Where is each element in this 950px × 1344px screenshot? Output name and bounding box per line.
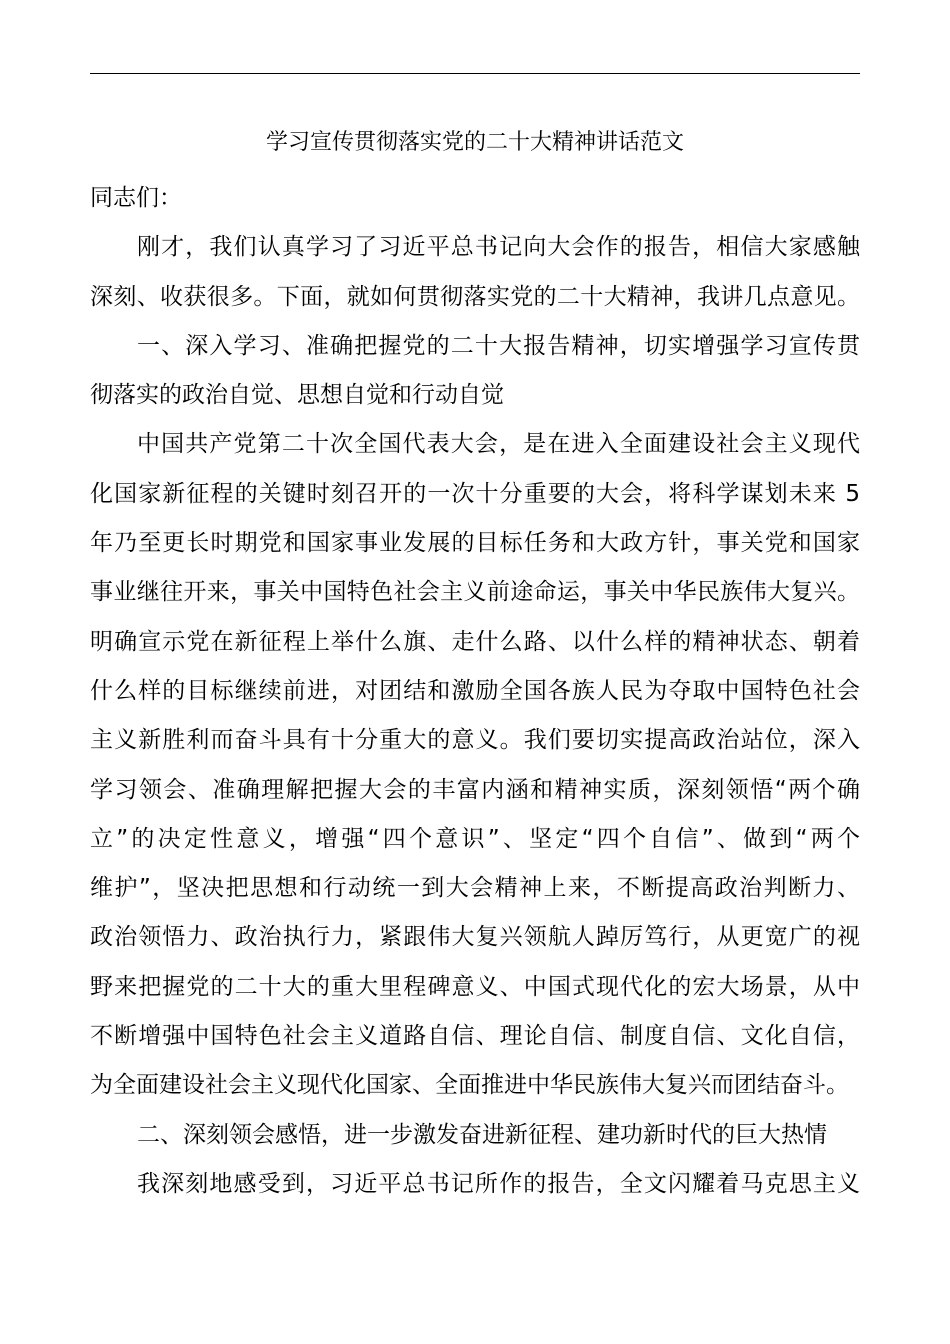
paragraph-line: 事业继往开来，事关中国特色社会主义前途命运，事关中华民族伟大复兴。 — [90, 579, 860, 606]
paragraph-line: 学习领会、准确理解把握大会的丰富内涵和精神实质，深刻领悟“两个确 — [90, 776, 860, 803]
paragraph-line: 我深刻地感受到，习近平总书记所作的报告，全文闪耀着马克思主义 — [137, 1170, 860, 1197]
section-heading-line: 彻落实的政治自觉、思想自觉和行动自觉 — [90, 382, 504, 409]
paragraph-line: 不断增强中国特色社会主义道路自信、理论自信、制度自信、文化自信， — [90, 1023, 860, 1050]
header-rule — [90, 73, 860, 74]
paragraph-line: 主义新胜利而奋斗具有十分重大的意义。我们要切实提高政治站位，深入 — [90, 727, 860, 754]
paragraph-line: 政治领悟力、政治执行力，紧跟伟大复兴领航人踔厉笃行，从更宽广的视 — [90, 924, 860, 951]
section-heading-line: 一、深入学习、准确把握党的二十大报告精神，切实增强学习宣传贯 — [137, 332, 860, 359]
paragraph-line: 深刻、收获很多。下面，就如何贯彻落实党的二十大精神，我讲几点意见。 — [90, 283, 860, 310]
paragraph-line: 维护”，坚决把思想和行动统一到大会精神上来，不断提高政治判断力、 — [90, 875, 860, 902]
paragraph-line: 什么样的目标继续前进，对团结和激励全国各族人民为夺取中国特色社会 — [90, 677, 860, 704]
paragraph-line: 明确宣示党在新征程上举什么旗、走什么路、以什么样的精神状态、朝着 — [90, 628, 860, 655]
paragraph-line: 年乃至更长时期党和国家事业发展的目标任务和大政方针，事关党和国家 — [90, 530, 860, 557]
paragraph-line: 野来把握党的二十大的重大里程碑意义、中国式现代化的宏大场景，从中 — [90, 973, 860, 1000]
paragraph-line: 立”的决定性意义，增强“四个意识”、坚定“四个自信”、做到“两个 — [90, 825, 860, 852]
paragraph-line: 中国共产党第二十次全国代表大会，是在进入全面建设社会主义现代 — [137, 431, 860, 458]
paragraph-line: 为全面建设社会主义现代化国家、全面推进中华民族伟大复兴而团结奋斗。 — [90, 1072, 849, 1099]
document-title: 学习宣传贯彻落实党的二十大精神讲话范文 — [265, 130, 684, 155]
document-body — [90, 174, 860, 1209]
section-heading-line: 二、深刻领会感悟，进一步激发奋进新征程、建功新时代的巨大热情 — [137, 1121, 827, 1148]
salutation: 同志们： — [90, 185, 182, 211]
paragraph-line: 化国家新征程的关键时刻召开的一次十分重要的大会，将科学谋划未来 5 — [90, 480, 860, 507]
paragraph-line: 刚才，我们认真学习了习近平总书记向大会作的报告，相信大家感触 — [137, 234, 860, 261]
